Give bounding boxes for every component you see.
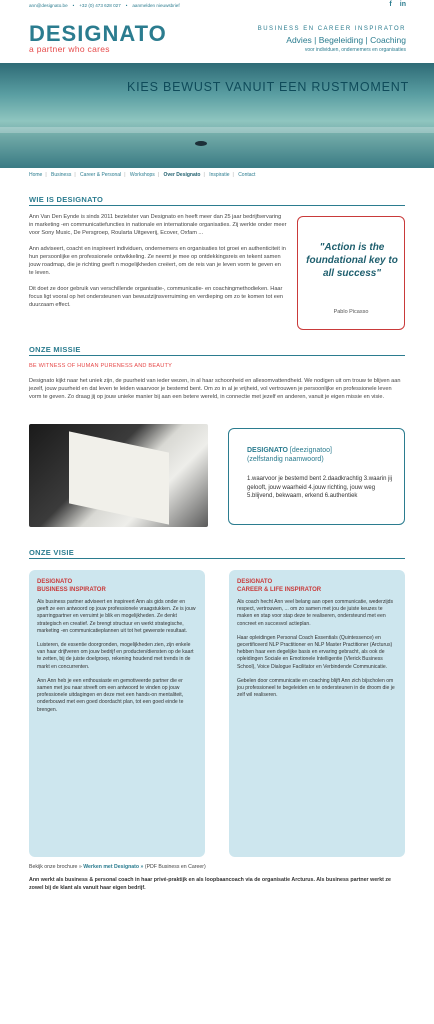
card-heading-brand: DESIGNATO [37,579,73,585]
nav-over-designato[interactable]: Over Designato [163,172,201,178]
brochure-post: (PDF Business en Career) [144,864,206,870]
brochure-link[interactable]: Werken met Designato » [83,864,144,870]
missie-subtitle: BE WITNESS OF HUMAN PURENESS AND BEAUTY [29,363,173,369]
quote-author: Pablo Picasso [333,309,369,315]
nav-business[interactable]: Business [51,172,72,178]
phone-link[interactable]: +32 (0) 473 628 027 [79,3,121,8]
definition-box [228,428,405,525]
card-text: Luisteren, de essentie doorgronden, mogelijkheden zien, zijn enkele van haar drijfveren om jouw bedrijf en producten/diensten op de kaart te zetten, bij de juiste doelgroep, rekening houdend met trends in de markt en concurrenten. [37,642,194,670]
tagline-services: Advies | Begeleiding | Coaching [286,35,406,45]
card-text: Als business partner adviseert en inspireert Ann als gids onder en geeft ze een antwoord op jouw professionele vraagstukken. Ze is jouw sparringpartner en verruimt je blik en mogelijkheden. Ze denkt strategisch en creatief. Ze brengt structuur en werkt strategische, marketing -en communicatieplannen uit tot het gewenste resultaat. [37,599,196,634]
card-heading-brand: DESIGNATO [237,579,273,585]
divider [29,558,405,559]
quote-text: "Action is the foundational key to all success" [306,242,398,279]
section-title-wie: WIE IS DESIGNATO [29,195,104,204]
about-p3: Dit doet ze door gebruik van verschillende organisatie-, communicatie- en coachingmethodieken. Haar focus ligt vooral op het ondersteunen van bewustzijnsverruiming en verdieping om zo te komen tot een duurzaam effect. [29,286,284,308]
section-title-visie: ONZE VISIE [29,548,75,557]
card-business-inspirator [29,570,205,857]
card-career-life-inspirator [229,570,405,857]
nav-workshops[interactable]: Workshops [129,172,155,178]
surfer [195,141,207,146]
brochure-pre: Bekijk onze brochure » [29,864,82,870]
hero-banner [0,63,434,168]
definition-word: DESIGNATO [247,447,288,454]
card-text: Gebelen door communicatie en coaching blijft Ann zich bijscholen om jou professioneel te begeleiden en te ondersteunen in de droom die je zelf wil realiseren. [237,677,395,699]
card-text: Als coach hecht Ann veel belang aan open communicatie, wederzijds respect, vertrouwen, ... om zo samen met jou de juiste keuzes te maken en stap voor stap deze te realiseren, ondersteund met een concreet en succesvol actieplan. [237,599,394,627]
nav-career[interactable]: Career & Personal [80,172,122,178]
card-heading-role: CAREER & LIFE INSPIRATOR [237,587,322,593]
divider [29,355,405,356]
brand-name: DESIGNATO [29,21,167,46]
facebook-icon[interactable]: f [389,1,392,8]
card-text: Haar opleidingen Personal Coach Essentials (Quintessence) en gecertificeerd NLP Practitioner en NLP Master Practitioner (Arcturus) hebben haar een degelijke basis en ervaring gebracht, als ook de opleidingen Sociale en Emotionele Intelligentie (Vlerick Business School), Voice Dialogue Facilitator en Verbindende Communicatie. [237,634,393,670]
book-photo [29,424,208,527]
card-heading-role: BUSINESS INSPIRATOR [37,587,106,593]
brochure-line [29,864,206,870]
card-text: Ann Ann heb je een enthousiaste en gemotiveerde partner die er samen met jou naar streeft om een antwoord te vinden op jouw professionele uitdagingen en deze met een hands-on mentaliteit, onderbouwd met een goed doordacht plan, tot een goed einde te brengen. [37,677,184,713]
definition-kind: (zelfstandig naamwoord) [247,456,324,463]
definition-text: 1.waarvoor je bestemd bent 2.daadkrachtig 3.waarin jij gelooft, jouw waarheid 4.jouw richting, jouw weg 5.blijvend, bekwaam, erkend 6.authentiek [247,476,393,499]
linkedin-icon[interactable]: in [399,1,406,8]
newsletter-link[interactable]: aanmelden nieuwsbrief [132,3,180,8]
about-text [29,213,287,317]
divider [29,205,405,206]
about-p1: Ann Van Den Eynde is sinds 2011 bezielster van Designato en heeft meer dan 25 jaar bedrijfservaring in marketing -en communicatiefuncties in nationale en internationale organisaties. Zij werkte onder meer voor Sony Music, De Persgroep, Roularta Uitgeverij, Ecover, Oxfam ... [29,214,287,236]
about-p2: Ann adviseert, coacht en inspireert individuen, ondernemers en organisaties tot groei en authenticiteit in hun persoonlijke en professionele ontwikkeling. Ze neemt je mee op ontdekkingsreis en tekent samen jouw roadmap, die je richting geeft n mogelijkheden creëert, om de reis van je leven vorm te geven en te leven. [29,246,286,276]
tagline-title: BUSINESS EN CAREER INSPIRATOR [257,26,406,32]
definition-phonetic: [deezignatoo] [289,447,332,454]
wave-line [0,127,434,133]
section-title-missie: ONZE MISSIE [29,345,81,354]
missie-text: Designato kijkt naar het uniek zijn, de puurheid van ieder wezen, in al haar schoonheid en allesomvattendheid. We nodigen uit om trouw te blijven aan jezelf, jouw puurheid en dat leven te leiden waarvoor je bestemd bent. Om zo in al je vrijheid, vol vertrouwen je persoonlijke en professionele leven vorm te geven. Zo draag jij op jouw unieke manier bij aan een betere wereld, in connectie met jezelf en anderen, vanuit je eigen missie en visie. [29,378,401,400]
quote-box [297,216,405,330]
nav-contact[interactable]: Contact [238,172,256,178]
nav-home[interactable]: Home [29,172,43,178]
email-link[interactable]: ann@designato.be [29,3,68,8]
tagline-audience: voor individuen, ondernemers en organisaties [304,47,406,53]
main-nav: Home | Business | Career & Personal | Workshops | Over Designato | Inspiratie | Contact [29,172,256,178]
top-bar: ann@designato.be • +32 (0) 473 628 027 • aanmelden nieuwsbrief f in [29,1,406,8]
brand-slogan: a partner who cares [29,44,110,54]
nav-inspiratie[interactable]: Inspiratie [209,172,230,178]
hero-title: KIES BEWUST VANUIT EEN RUSTMOMENT [127,80,409,94]
logo[interactable] [29,21,167,54]
arcturus-text: Ann werkt als business & personal coach in haar privé-praktijk en als loopbaancoach via de organisatie Arcturus. Als business partner werkt ze zowel bij de klant als vanuit haar eigen bedrijf. [29,877,391,891]
tagline [258,26,406,53]
